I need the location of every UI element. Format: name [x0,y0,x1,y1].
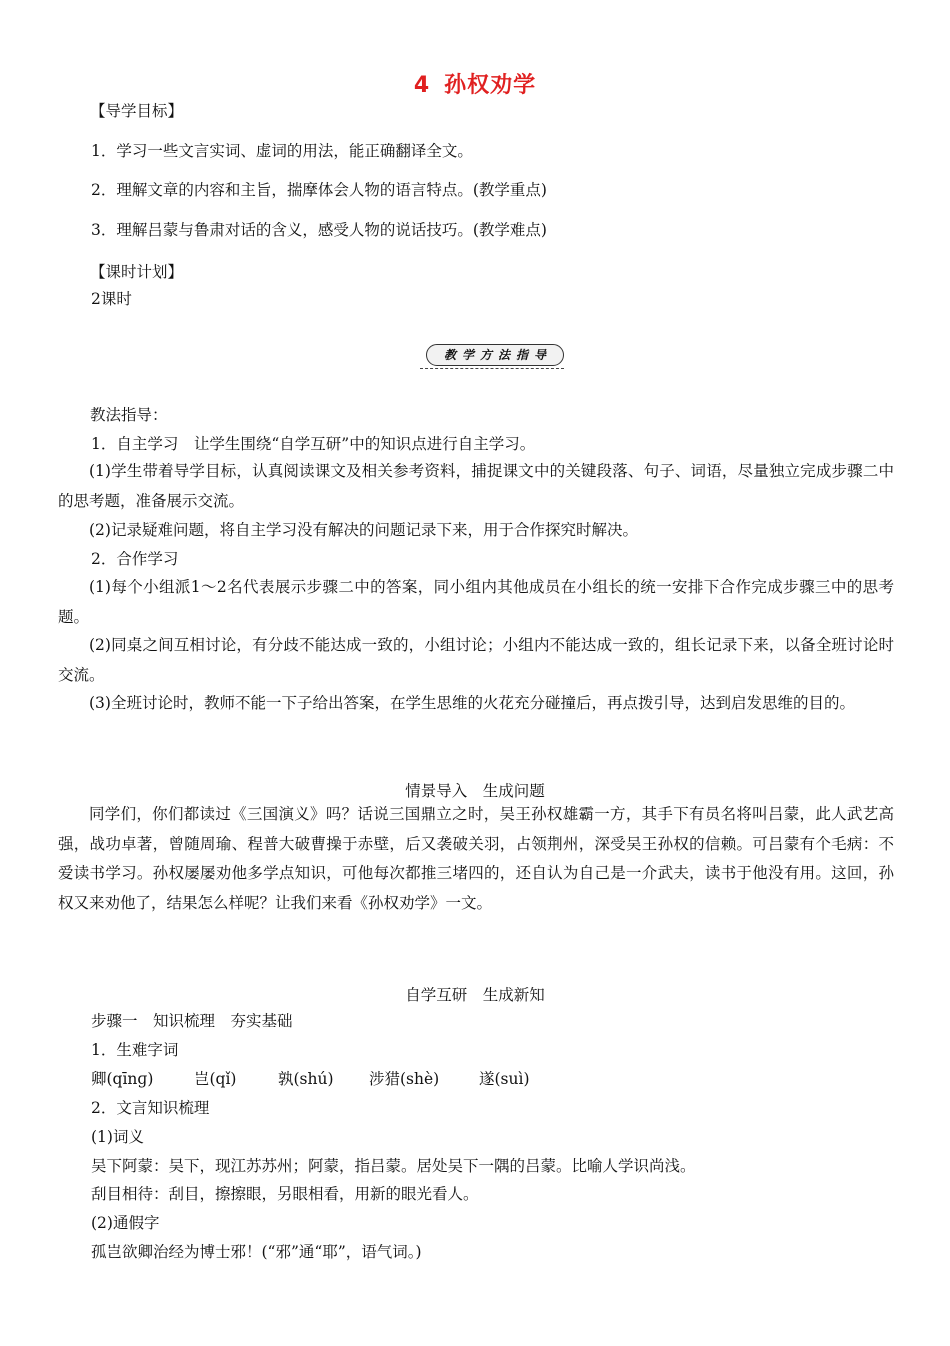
scene-paragraph: 同学们，你们都读过《三国演义》吗？话说三国鼎立之时，吴王孙权雄霸一方，其手下有员名将叫吕蒙，此人武艺高强，战功卓著，曾随周瑜、程普大破曹操于赤壁，后又袭破关羽，占领荆州，深受吴王孙权的信赖。可吕蒙有个毛病：不爱读书学习。孙权屡屡劝他多学点知识，可他每次都推三堵四的，还自认为自己是一介武夫，读书于他没有用。这回，孙权又来劝他了，结果怎么样呢？让我们来看《孙权劝学》一文。 [58,805,894,912]
badge-char: 学 [461,348,474,362]
classical-heading: 2．文言知识梳理 [91,1099,210,1117]
method-paragraph: (3)全班讨论时，教师不能一下子给出答案，在学生思维的火花充分碰撞后，再点拨引导，达到启发思维的目的。 [89,694,855,712]
method-line: 2．合作学习 [91,550,179,568]
badge-pill [426,344,564,366]
meaning-item: 吴下阿蒙：吴下，现江苏苏州；阿蒙，指吕蒙。居处吴下一隅的吕蒙。比喻人学识尚浅。 [91,1157,696,1175]
schedule-heading: 【课时计划】 [90,263,184,281]
tongjia-heading: (2)通假字 [91,1214,160,1232]
badge-char: 法 [497,348,510,362]
badge-dashed-underline [420,368,564,369]
selfstudy-heading: 自学互研 生成新知 [405,986,545,1004]
meaning-item: 刮目相待：刮目，擦擦眼，另眼相看，用新的眼光看人。 [91,1185,479,1203]
objective-item: 1．学习一些文言实词、虚词的用法，能正确翻译全文。 [91,142,473,160]
objective-item: 3．理解吕蒙与鲁肃对话的含义，感受人物的说话技巧。(教学难点) [91,221,547,239]
tongjia-item: 孤岂欲卿治经为博士邪！(“邪”通“耶”，语气词。) [91,1243,422,1261]
badge-char: 教 [443,348,456,362]
word-item: 卿(qīnɡ) [91,1070,154,1088]
badge-char: 指 [515,348,528,362]
objectives-heading: 【导学目标】 [90,102,184,120]
word-item: 岂(qǐ) [194,1070,237,1088]
lesson-title [0,68,950,99]
lesson-number: 4 [413,73,431,98]
step-heading: 步骤一 知识梳理 夯实基础 [91,1012,293,1030]
method-paragraph: (1)每个小组派1～2名代表展示步骤二中的答案，同小组内其他成员在小组长的统一安排下合作完成步骤三中的思考题。 [58,578,894,626]
method-line: 1．自主学习 让学生围绕“自学互研”中的知识点进行自主学习。 [91,435,536,453]
schedule-value: 2课时 [91,290,132,308]
method-paragraph: (1)学生带着导学目标，认真阅读课文及相关参考资料，捕捉课文中的关键段落、句子、词语，尽量独立完成步骤二中的思考题，准备展示交流。 [58,462,894,510]
objective-item: 2．理解文章的内容和主旨，揣摩体会人物的语言特点。(教学重点) [91,181,547,199]
word-item: 涉猎(shè) [369,1070,440,1088]
scene-heading: 情景导入 生成问题 [405,782,545,800]
teaching-method-badge [424,342,566,368]
lesson-title-text: 孙权劝学 [444,73,537,98]
meaning-heading: (1)词义 [91,1128,144,1146]
method-paragraph: (2)记录疑难问题，将自主学习没有解决的问题记录下来，用于合作探究时解决。 [89,521,638,539]
badge-char: 导 [533,348,546,362]
method-intro: 教法指导： [90,406,168,424]
word-item: 遂(suì) [479,1070,530,1088]
word-item: 孰(shú) [278,1070,334,1088]
words-heading: 1．生难字词 [91,1041,179,1059]
method-paragraph: (2)同桌之间互相讨论，有分歧不能达成一致的，小组讨论；小组内不能达成一致的，组长记录下来，以备全班讨论时交流。 [58,636,894,684]
badge-char: 方 [479,348,492,362]
